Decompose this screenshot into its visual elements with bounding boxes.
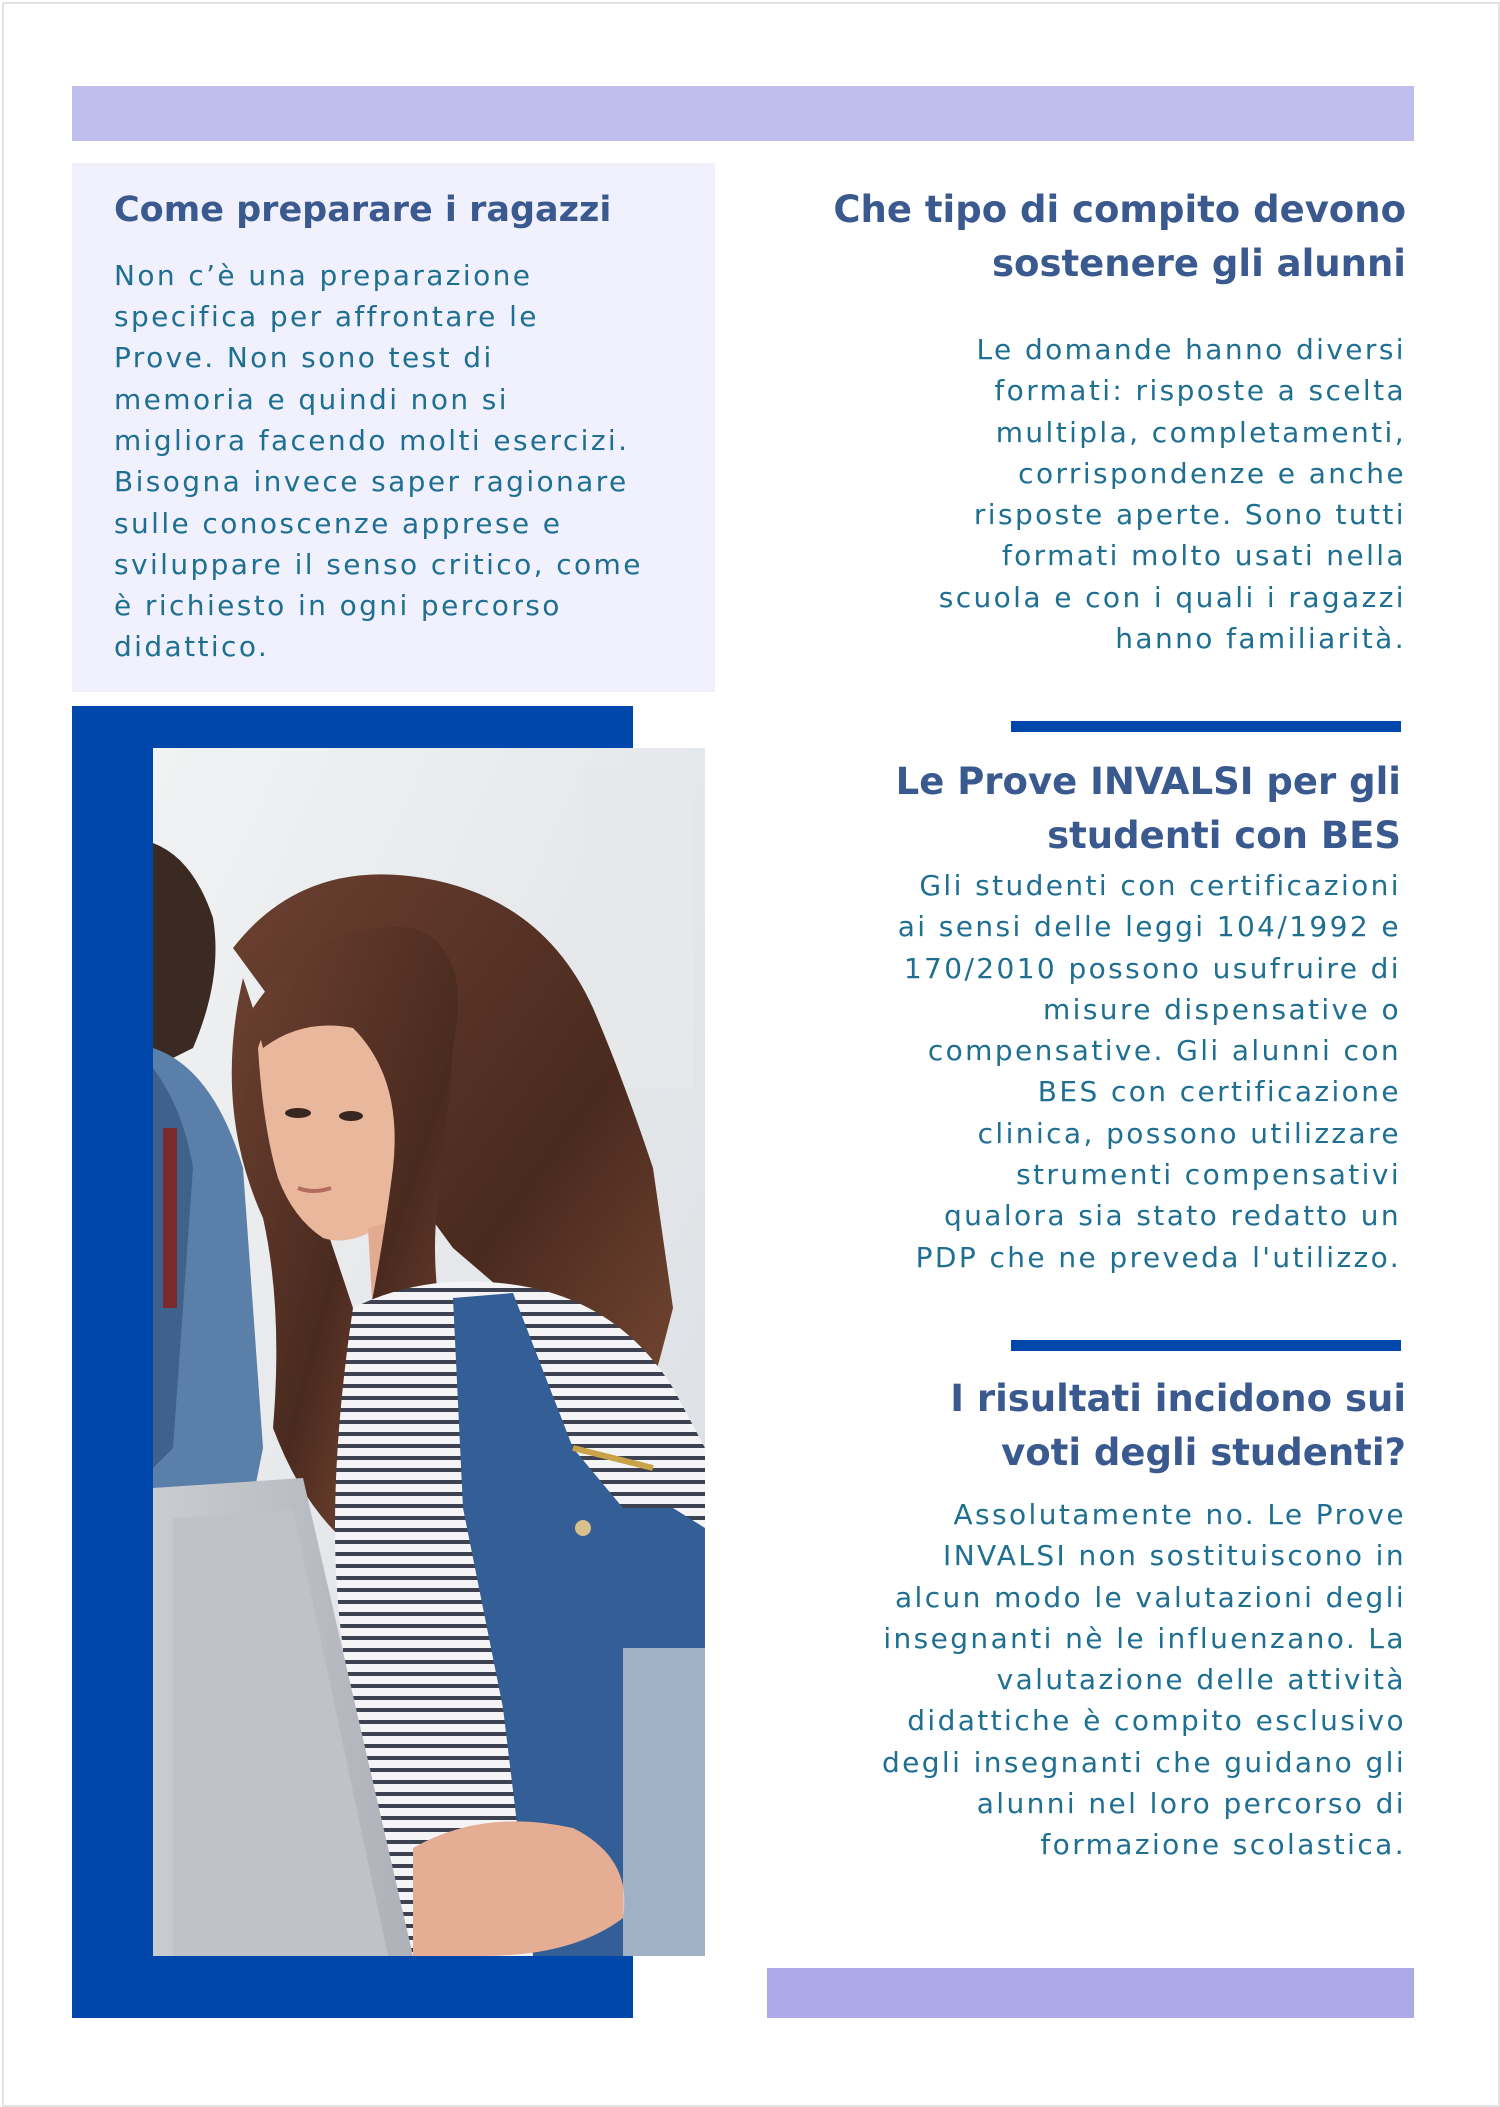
preparation-text [114, 255, 695, 668]
bes-title [795, 755, 1401, 863]
preparation-box [72, 163, 715, 692]
text-line: misure dispensative o [1042, 992, 1401, 1026]
text-line: alunni nel loro percorso di [976, 1787, 1406, 1821]
student-illustration [153, 748, 705, 1956]
top-decorative-band [72, 86, 1414, 141]
text-line: strumenti compensativi [1016, 1158, 1401, 1192]
text-line: Gli studenti con certificazioni [919, 869, 1401, 902]
text-line: hanno familiarità. [1115, 622, 1406, 656]
text-line: memoria e quindi non si [114, 382, 509, 416]
task-section [800, 183, 1406, 659]
bes-text [795, 865, 1401, 1278]
text-line: INVALSI non sostituiscono in [943, 1539, 1406, 1573]
text-line: Assolutamente no. Le Prove [953, 1498, 1406, 1531]
title-line: studenti con BES [1047, 814, 1401, 857]
title-line: I risultati incidono sui [950, 1377, 1406, 1420]
text-line: formati: risposte a scelta [994, 374, 1406, 408]
text-line: valutazione delle attività [996, 1663, 1406, 1697]
text-line: ai sensi delle leggi 104/1992 e [897, 910, 1401, 944]
text-line: PDP che ne preveda l'utilizzo. [915, 1240, 1401, 1274]
text-line: sulle conoscenze apprese e [114, 506, 563, 540]
title-line: sostenere gli alunni [992, 242, 1406, 285]
section-divider [1011, 1340, 1401, 1351]
text-line: sviluppare il senso critico, come [114, 547, 643, 581]
text-line: specifica per affrontare le [114, 300, 539, 334]
text-line: degli insegnanti che guidano gli [881, 1745, 1406, 1779]
text-line: Prove. Non sono test di [114, 341, 494, 375]
text-line: scuola e con i quali i ragazzi [938, 580, 1406, 614]
text-line: è richiesto in ogni percorso [114, 589, 562, 623]
task-text [800, 329, 1406, 659]
text-line: BES con certificazione [1037, 1075, 1401, 1109]
text-line: didattico. [114, 630, 270, 664]
text-line: corrispondenze e anche [1018, 456, 1406, 490]
text-line: qualora sia stato redatto un [943, 1199, 1401, 1233]
text-line: 170/2010 possono usufruire di [903, 951, 1401, 985]
text-line: Bisogna invece saper ragionare [114, 465, 629, 499]
title-line: voti degli studenti? [1001, 1431, 1406, 1474]
results-section [800, 1372, 1406, 1866]
text-line: risposte aperte. Sono tutti [973, 498, 1406, 532]
text-line: clinica, possono utilizzare [977, 1116, 1401, 1150]
results-text [800, 1494, 1406, 1866]
preparation-title: Come preparare i ragazzi [114, 190, 612, 230]
results-title [800, 1372, 1406, 1480]
bes-section [795, 755, 1401, 1278]
text-line: insegnanti nè le influenzano. La [883, 1621, 1406, 1655]
section-divider [1011, 721, 1401, 732]
text-line: compensative. Gli alunni con [927, 1034, 1401, 1068]
text-line: Non c’è una preparazione [114, 258, 533, 292]
text-line: didattiche è compito esclusivo [907, 1704, 1406, 1738]
title-line: Che tipo di compito devono [833, 188, 1406, 231]
student-photo [153, 748, 705, 1956]
text-line: multipla, completamenti, [995, 415, 1406, 449]
task-title [800, 183, 1406, 291]
title-line: Le Prove INVALSI per gli [895, 760, 1401, 803]
text-line: Le domande hanno diversi [976, 333, 1406, 366]
text-line: alcun modo le valutazioni degli [895, 1580, 1406, 1614]
text-line: formati molto usati nella [1001, 539, 1406, 573]
text-line: migliora facendo molti esercizi. [114, 423, 630, 457]
bottom-decorative-band [767, 1968, 1414, 2018]
text-line: formazione scolastica. [1040, 1828, 1406, 1862]
